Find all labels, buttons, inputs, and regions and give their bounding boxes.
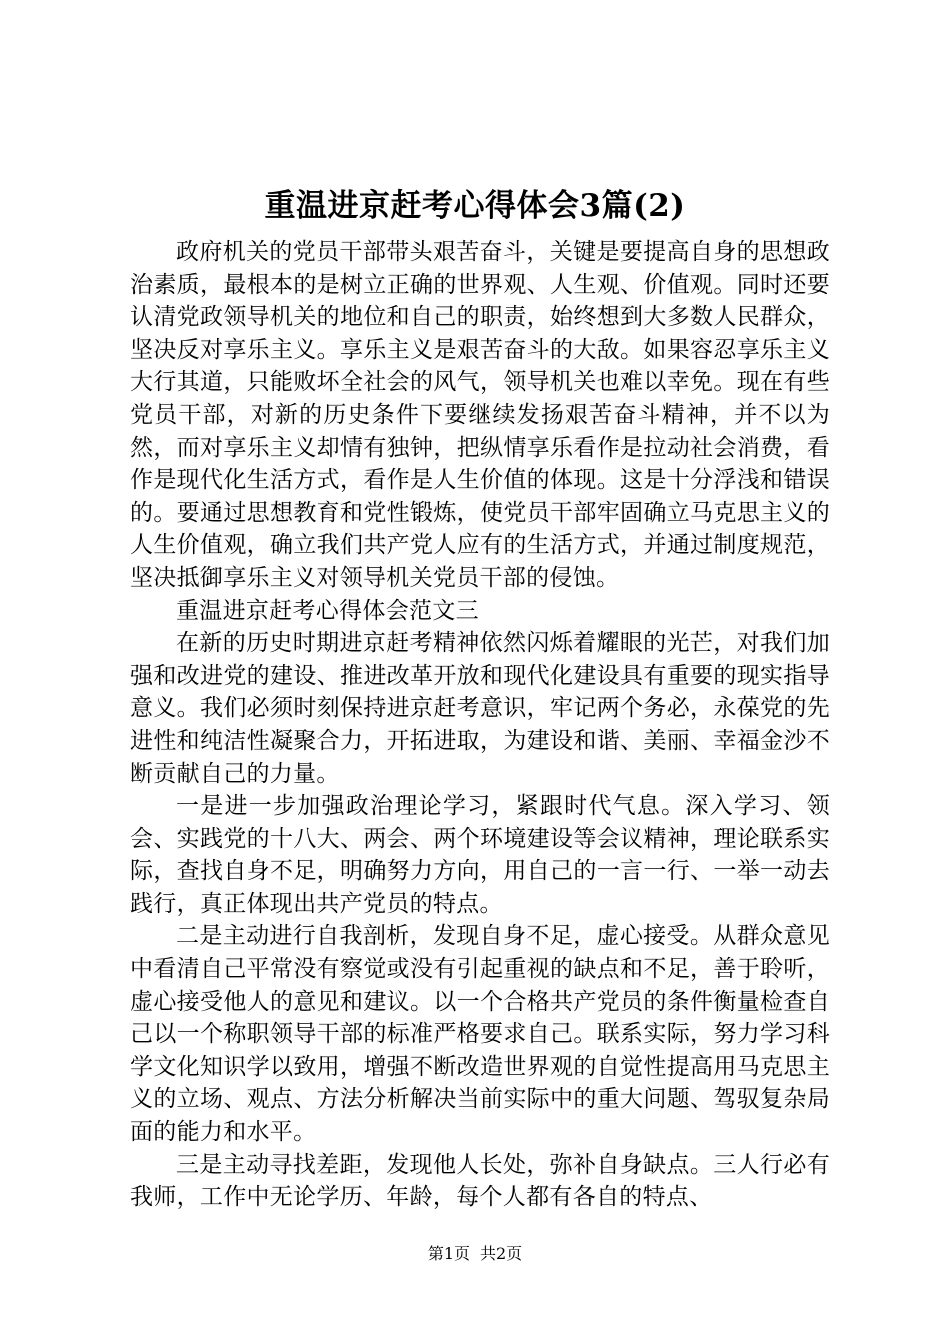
paragraph-2: 在新的历史时期进京赶考精神依然闪烁着耀眼的光芒，对我们加强和改进党的建设、推进改革开放和现代化建设具有重要的现实指导意义。我们必须时刻保持进京赶考意识，牢记两个务必，永葆党的先进性和纯洁性凝聚合力，开拓进取，为建设和谐、美丽、幸福金沙不断贡献自己的力量。 <box>130 630 830 787</box>
paragraph-4: 二是主动进行自我剖析，发现自身不足，虚心接受。从群众意见中看清自己平常没有察觉或没有引起重视的缺点和不足，善于聆听，虚心接受他人的意见和建议。以一个合格共产党员的条件衡量检查自己以一个称职领导干部的标准严格要求自己。联系实际，努力学习科学文化知识学以致用，增强不断改造世界观的自觉性提高用马克思主义的立场、观点、方法分析解决当前实际中的重大问题、驾驭复杂局面的能力和水平。 <box>130 923 830 1146</box>
paragraph-3: 一是进一步加强政治理论学习，紧跟时代气息。深入学习、领会、实践党的十八大、两会、两个环境建设等会议精神，理论联系实际，查找自身不足，明确努力方向，用自己的一言一行、一举一动去践行，真正体现出共产党员的特点。 <box>130 793 830 917</box>
page-footer <box>0 1244 950 1264</box>
paragraph-5: 三是主动寻找差距，发现他人长处，弥补自身缺点。三人行必有我师，工作中无论学历、年龄，每个人都有各自的特点、 <box>130 1151 830 1211</box>
paragraph-1: 政府机关的党员干部带头艰苦奋斗，关键是要提高自身的思想政治素质，最根本的是树立正确的世界观、人生观、价值观。同时还要认清党政领导机关的地位和自己的职责，始终想到大多数人民群众，坚决反对享乐主义。享乐主义是艰苦奋斗的大敌。如果容忍享乐主义大行其道，只能败坏全社会的风气，领导机关也难以幸免。现在有些党员干部，对新的历史条件下要继续发扬艰苦奋斗精神，并不以为然，而对享乐主义却情有独钟，把纵情享乐看作是拉动社会消费，看作是现代化生活方式，看作是人生价值的体现。这是十分浮浅和错误的。要通过思想教育和党性锻炼，使党员干部牢固确立马克思主义的人生价值观，确立我们共产党人应有的生活方式，并通过制度规范，坚决抵御享乐主义对领导机关党员干部的侵蚀。 <box>130 239 830 591</box>
document-title: 重温进京赶考心得体会3篇(2) <box>264 188 686 224</box>
page-number-current: 第1页 <box>427 1244 470 1263</box>
page-number-total: 共2页 <box>480 1244 523 1263</box>
document-body <box>130 236 830 1214</box>
section-heading: 重温进京赶考心得体会范文三 <box>176 597 479 624</box>
